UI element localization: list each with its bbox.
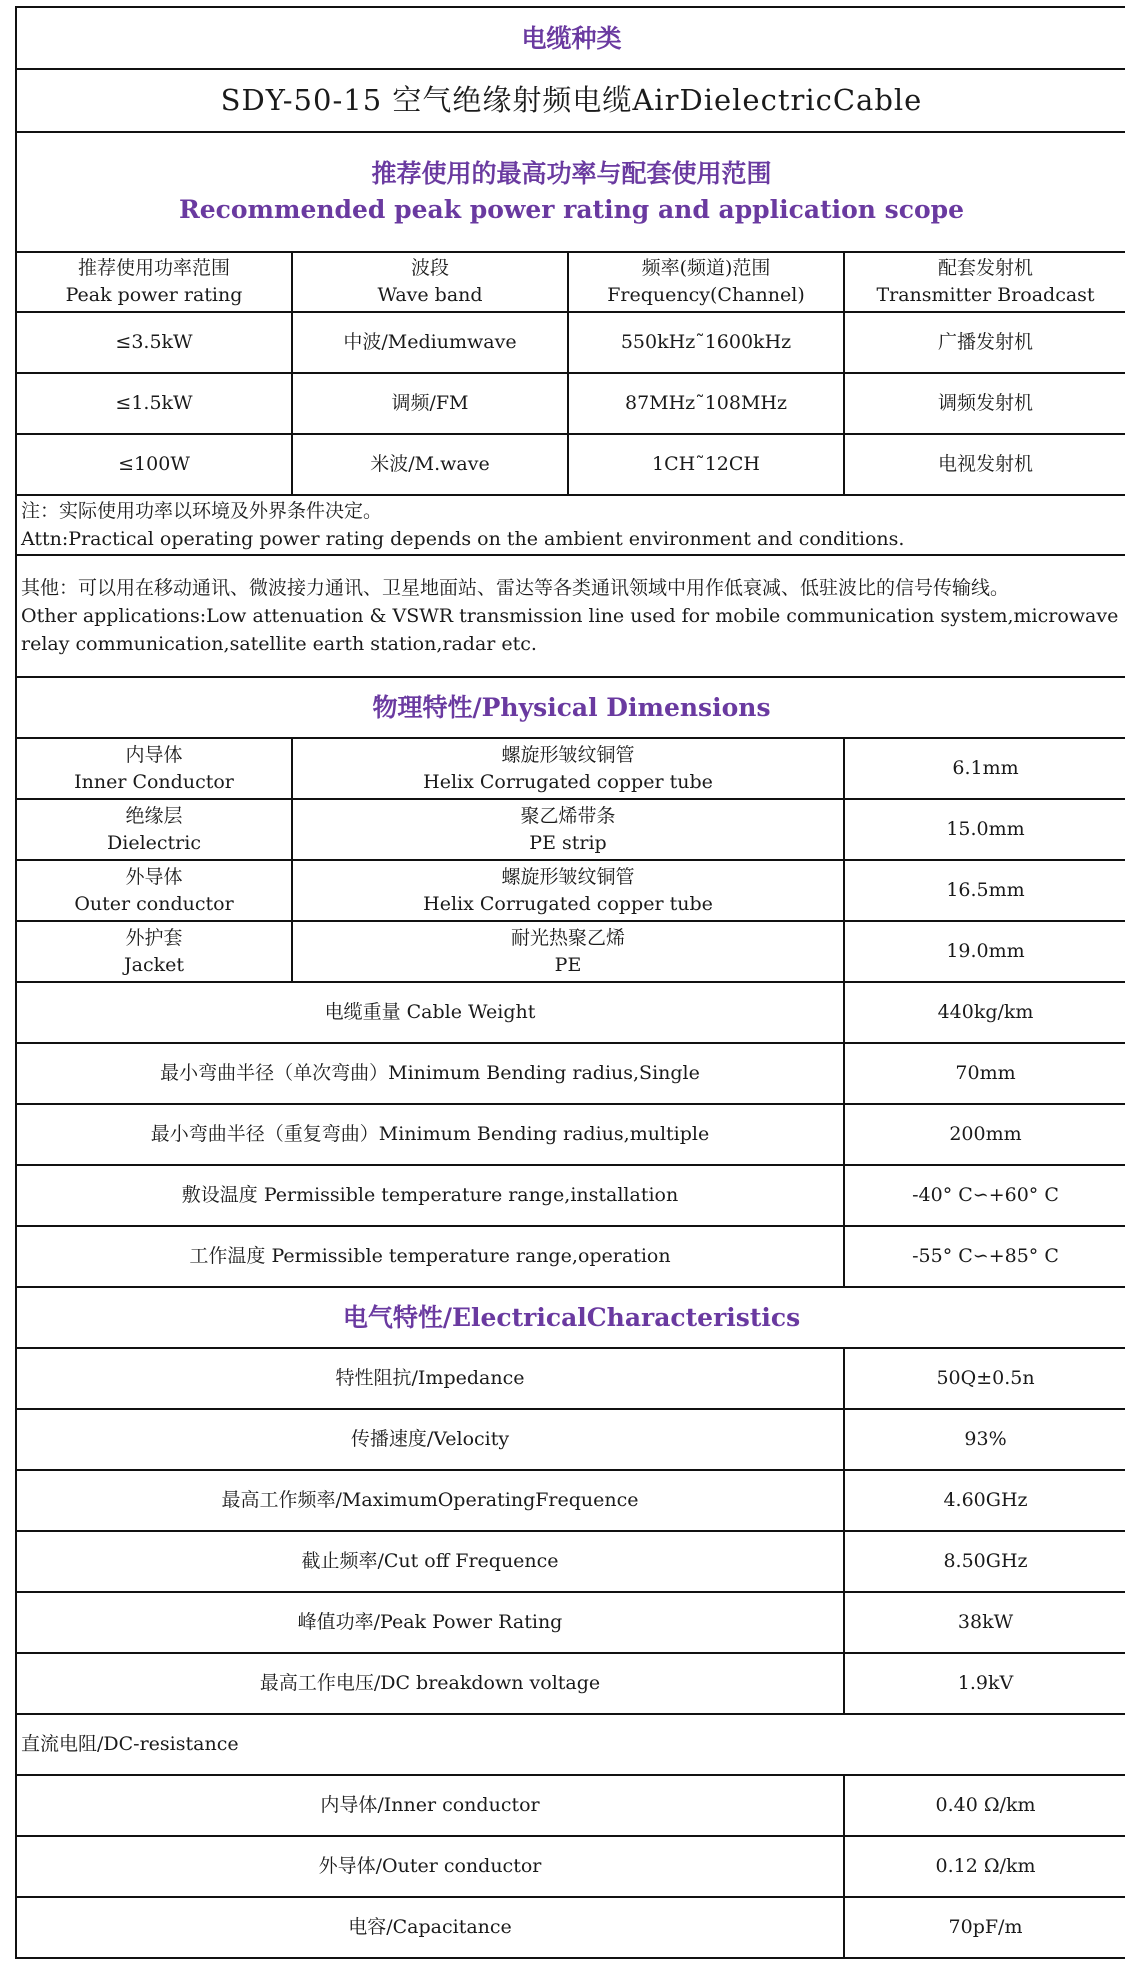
recommended-heading-row — [16, 132, 1125, 252]
other-applications-note — [16, 555, 1125, 677]
table-row — [16, 1165, 1125, 1226]
property-label: 内导体/Inner conductor — [16, 1775, 844, 1836]
frequency-cell: 1CH˜12CH — [568, 434, 844, 495]
attention-note — [16, 495, 1125, 555]
layer-name-cn: 外导体 — [125, 865, 183, 888]
property-label: 截止频率/Cut off Frequence — [16, 1531, 844, 1592]
recommended-title-en: Recommended peak power rating and application scope — [178, 195, 965, 224]
power-cell: ≤100W — [16, 434, 292, 495]
table-row — [16, 312, 1125, 373]
property-label: 特性阻抗/Impedance — [16, 1348, 844, 1409]
physical-section-title: 物理特性/Physical Dimensions — [16, 677, 1125, 738]
table-row — [16, 1531, 1125, 1592]
property-label: 峰值功率/Peak Power Rating — [16, 1592, 844, 1653]
property-value: 4.60GHz — [844, 1470, 1125, 1531]
property-value: 70mm — [844, 1043, 1125, 1104]
frequency-cell: 87MHz˜108MHz — [568, 373, 844, 434]
column-header-en: Frequency(Channel) — [607, 284, 805, 306]
other-applications-en: Other applications:Low attenuation & VSWR transmission line used for mobile communication system,microwave relay communication,satellite earth station,radar etc. — [21, 605, 1119, 655]
attention-note-row — [16, 495, 1125, 555]
power-cell: ≤1.5kW — [16, 373, 292, 434]
property-label: 最高工作频率/MaximumOperatingFrequence — [16, 1470, 844, 1531]
column-header — [844, 252, 1125, 312]
table-row — [16, 738, 1125, 799]
column-header-en: Wave band — [377, 284, 483, 306]
dc-resistance-heading-row — [16, 1714, 1125, 1775]
column-header-en: Transmitter Broadcast — [876, 284, 1095, 306]
layer-material-cn: 聚乙烯带条 — [520, 804, 616, 827]
table-row — [16, 1226, 1125, 1287]
recommended-heading — [16, 132, 1125, 252]
property-label: 电容/Capacitance — [16, 1897, 844, 1958]
layer-material-cell — [292, 799, 844, 860]
layer-material-en: Helix Corrugated copper tube — [423, 892, 713, 915]
property-value: -40° C∽+60° C — [844, 1165, 1125, 1226]
table-row — [16, 373, 1125, 434]
band-cell: 中波/Mediumwave — [292, 312, 568, 373]
table-row — [16, 1104, 1125, 1165]
layer-material-en: Helix Corrugated copper tube — [423, 770, 713, 793]
property-value: 200mm — [844, 1104, 1125, 1165]
transmitter-cell: 电视发射机 — [844, 434, 1125, 495]
property-label: 电缆重量 Cable Weight — [16, 982, 844, 1043]
layer-value-cell: 16.5mm — [844, 860, 1125, 921]
table-row — [16, 434, 1125, 495]
column-header — [292, 252, 568, 312]
column-header-cn: 推荐使用功率范围 — [77, 257, 230, 279]
recommended-title-cn: 推荐使用的最高功率与配套使用范围 — [371, 159, 772, 188]
layer-name-en: Inner Conductor — [74, 770, 234, 793]
property-value: 70pF/m — [844, 1897, 1125, 1958]
layer-name-cell — [16, 799, 292, 860]
property-value: 50Q±0.5n — [844, 1348, 1125, 1409]
property-value: 8.50GHz — [844, 1531, 1125, 1592]
table-row — [16, 1592, 1125, 1653]
column-header-cn: 频率(频道)范围 — [641, 257, 771, 279]
layer-name-cn: 外护套 — [125, 926, 183, 949]
physical-heading-row — [16, 677, 1125, 738]
cable-model-title: SDY-50-15 空气绝缘射频电缆AirDielectricCable — [16, 69, 1125, 132]
layer-name-cn: 内导体 — [125, 743, 183, 766]
table-row — [16, 1409, 1125, 1470]
layer-name-en: Jacket — [124, 953, 184, 976]
electrical-heading-row — [16, 1287, 1125, 1348]
band-cell: 调频/FM — [292, 373, 568, 434]
spec-sheet — [15, 6, 1125, 1959]
cable-type-row — [16, 7, 1125, 69]
model-row — [16, 69, 1125, 132]
cable-type-heading: 电缆种类 — [16, 7, 1125, 69]
layer-value-cell: 6.1mm — [844, 738, 1125, 799]
layer-material-en: PE strip — [529, 831, 607, 854]
other-applications-cn: 其他：可以用在移动通讯、微波接力通讯、卫星地面站、雷达等各类通讯领域中用作低衰减、低驻波比的信号传输线。 — [21, 577, 1010, 599]
table-row — [16, 1653, 1125, 1714]
layer-name-cn: 绝缘层 — [125, 804, 183, 827]
property-label: 外导体/Outer conductor — [16, 1836, 844, 1897]
table-row — [16, 1348, 1125, 1409]
property-value: 93% — [844, 1409, 1125, 1470]
power-cell: ≤3.5kW — [16, 312, 292, 373]
layer-value-cell: 15.0mm — [844, 799, 1125, 860]
property-label: 最高工作电压/DC breakdown voltage — [16, 1653, 844, 1714]
layer-material-cell — [292, 860, 844, 921]
property-label: 传播速度/Velocity — [16, 1409, 844, 1470]
band-cell: 米波/M.wave — [292, 434, 568, 495]
dc-resistance-title: 直流电阻/DC-resistance — [16, 1714, 1125, 1775]
layer-material-cell — [292, 921, 844, 982]
attention-note-en: Attn:Practical operating power rating depends on the ambient environment and conditions. — [21, 528, 905, 550]
layer-material-cn: 螺旋形皱纹铜管 — [501, 743, 635, 766]
layer-name-cell — [16, 860, 292, 921]
layer-material-cell — [292, 738, 844, 799]
property-value: -55° C∽+85° C — [844, 1226, 1125, 1287]
property-value: 0.40 Ω/km — [844, 1775, 1125, 1836]
transmitter-cell: 广播发射机 — [844, 312, 1125, 373]
table-row — [16, 921, 1125, 982]
other-applications-row — [16, 555, 1125, 677]
column-header — [568, 252, 844, 312]
column-header-cn: 配套发射机 — [938, 257, 1034, 279]
table-row — [16, 982, 1125, 1043]
column-header-en: Peak power rating — [65, 284, 243, 306]
layer-name-en: Outer conductor — [74, 892, 234, 915]
table-row — [16, 799, 1125, 860]
layer-material-en: PE — [554, 953, 582, 976]
property-value: 440kg/km — [844, 982, 1125, 1043]
layer-name-cell — [16, 921, 292, 982]
table-row — [16, 1836, 1125, 1897]
layer-material-cn: 耐光热聚乙烯 — [510, 926, 625, 949]
layer-name-cell — [16, 738, 292, 799]
property-label: 敷设温度 Permissible temperature range,installation — [16, 1165, 844, 1226]
electrical-section-title: 电气特性/ElectricalCharacteristics — [16, 1287, 1125, 1348]
property-value: 1.9kV — [844, 1653, 1125, 1714]
attention-note-cn: 注：实际使用功率以环境及外界条件决定。 — [21, 500, 383, 522]
property-label: 工作温度 Permissible temperature range,operation — [16, 1226, 844, 1287]
table-row — [16, 1470, 1125, 1531]
table-row — [16, 1775, 1125, 1836]
layer-material-cn: 螺旋形皱纹铜管 — [501, 865, 635, 888]
frequency-cell: 550kHz˜1600kHz — [568, 312, 844, 373]
table-row — [16, 1043, 1125, 1104]
cable-spec-table — [15, 6, 1125, 1959]
column-header-cn: 波段 — [410, 257, 449, 279]
property-label: 最小弯曲半径（单次弯曲）Minimum Bending radius,Single — [16, 1043, 844, 1104]
transmitter-cell: 调频发射机 — [844, 373, 1125, 434]
table-row — [16, 1897, 1125, 1958]
property-value: 0.12 Ω/km — [844, 1836, 1125, 1897]
property-label: 最小弯曲半径（重复弯曲）Minimum Bending radius,multiple — [16, 1104, 844, 1165]
table-row — [16, 860, 1125, 921]
column-header — [16, 252, 292, 312]
property-value: 38kW — [844, 1592, 1125, 1653]
layer-name-en: Dielectric — [107, 831, 201, 854]
layer-value-cell: 19.0mm — [844, 921, 1125, 982]
recommended-header-row — [16, 252, 1125, 312]
